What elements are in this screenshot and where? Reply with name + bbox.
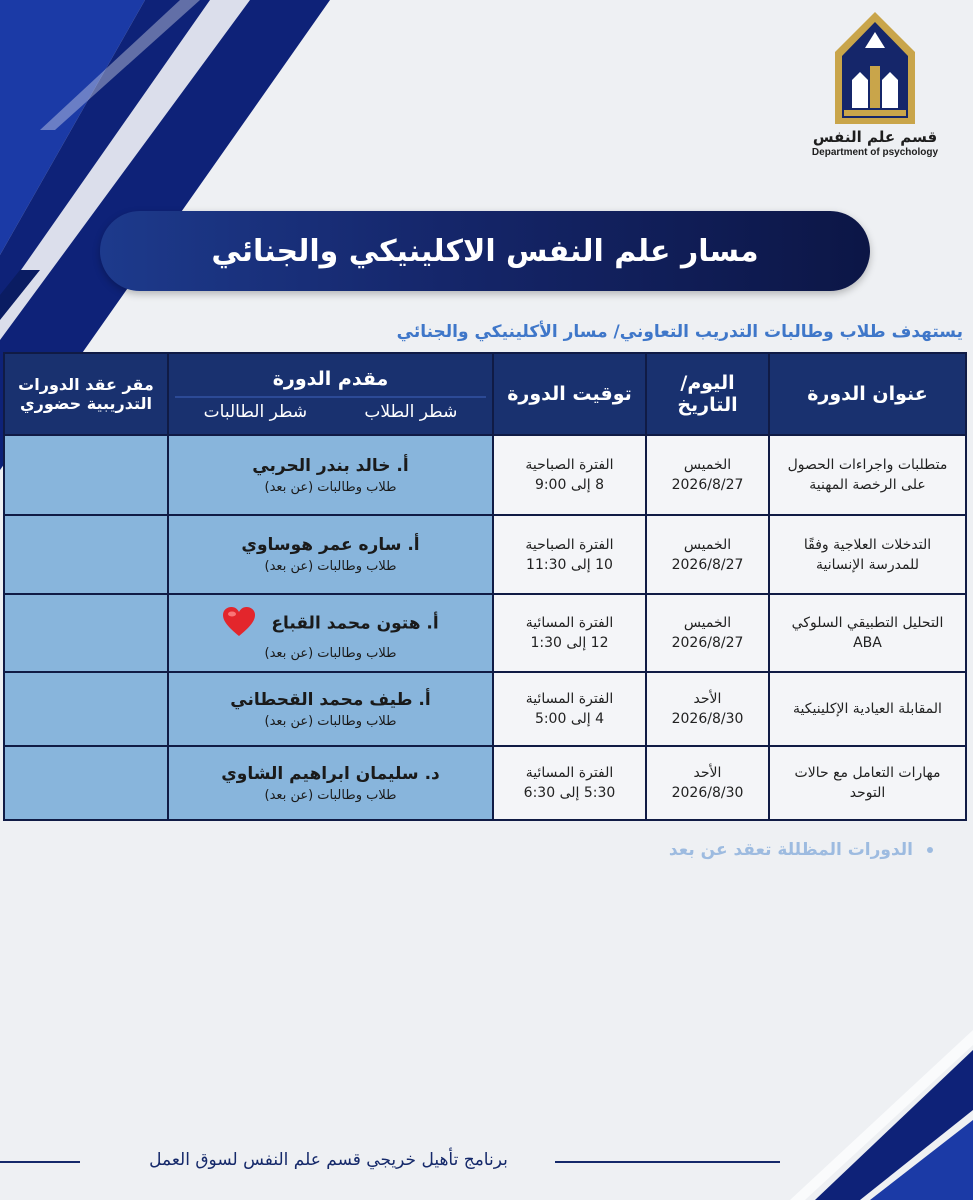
day-date-cell: الخميس 2026/8/27 [646,594,769,672]
header-female-students-section: شطر الطالبات [203,402,308,422]
venue-cell [4,515,168,594]
course-title-cell: التدخلات العلاجية وفقًا للمدرسة الإنسانية [769,515,966,594]
department-name-arabic: قسم علم النفس [812,128,938,146]
footer-line-left [0,1161,80,1163]
day-date-cell: الأحد 2026/8/30 [646,672,769,746]
presenter-cell: أ. خالد بندر الحربي طلاب وطالبات (عن بعد) [168,435,493,515]
presenter-cell: د. سليمان ابراهيم الشاوي طلاب وطالبات (عن بعد) [168,746,493,820]
course-title-cell: متطلبات واجراءات الحصول على الرخصة المهنية [769,435,966,515]
note-text: الدورات المظللة تعقد عن بعد [668,840,913,860]
course-title-cell: التحليل التطبيقي السلوكي ABA [769,594,966,672]
venue-cell [4,594,168,672]
header-course-title: عنوان الدورة [769,353,966,435]
day-date-cell: الأحد 2026/8/30 [646,746,769,820]
header-presenter-label: مقدم الدورة [272,368,389,390]
bullet-icon [927,847,933,853]
university-emblem-icon [830,8,920,126]
timing-cell: الفترة الصباحية 8 إلى 9:00 [493,435,646,515]
course-title-cell: مهارات التعامل مع حالات التوحد [769,746,966,820]
table-header-row [4,353,966,435]
shaded-courses-note [669,840,933,860]
department-name-english: Department of psychology [811,147,939,158]
day-date-cell: الخميس 2026/8/27 [646,435,769,515]
title-banner [100,211,870,291]
table-row [4,435,966,515]
table-row [4,746,966,820]
table-row [4,594,966,672]
presenter-cell: أ. ساره عمر هوساوي طلاب وطالبات (عن بعد) [168,515,493,594]
courses-table [3,352,967,821]
header-students-section: شطر الطلاب [364,402,458,422]
target-audience-subtitle: يستهدف طلاب وطالبات التدريب التعاوني/ مسار الأكلينيكي والجنائي [396,322,963,342]
table-row [4,515,966,594]
day-date-cell: الخميس 2026/8/27 [646,515,769,594]
header-venue: مقر عقد الدورات التدريبية حضوري [4,353,168,435]
header-presenter-sections [169,398,492,428]
university-logo [800,8,950,178]
heart-icon [222,606,256,642]
venue-cell [4,746,168,820]
header-timing: توقيت الدورة [493,353,646,435]
header-presenter [168,353,493,435]
table-row [4,672,966,746]
course-title-cell: المقابلة العيادية الإكلينيكية [769,672,966,746]
presenter-cell: أ. هتون محمد القباع طلاب وطالبات (عن بعد) [168,594,493,672]
footer-program-name: برنامج تأهيل خريجي قسم علم النفس لسوق العمل [149,1150,508,1170]
presenter-cell: أ. طيف محمد القحطاني طلاب وطالبات (عن بعد) [168,672,493,746]
timing-cell: الفترة المسائية 5:30 إلى 6:30 [493,746,646,820]
presenter-name: أ. هتون محمد القباع [271,613,439,633]
timing-cell: الفترة المسائية 4 إلى 5:00 [493,672,646,746]
timing-cell: الفترة المسائية 12 إلى 1:30 [493,594,646,672]
footer-line-right [555,1161,780,1163]
timing-cell: الفترة الصباحية 10 إلى 11:30 [493,515,646,594]
venue-cell [4,672,168,746]
header-day-date: اليوم/ التاريخ [646,353,769,435]
venue-cell [4,435,168,515]
page-title: مسار علم النفس الاكلينيكي والجنائي [211,233,759,269]
